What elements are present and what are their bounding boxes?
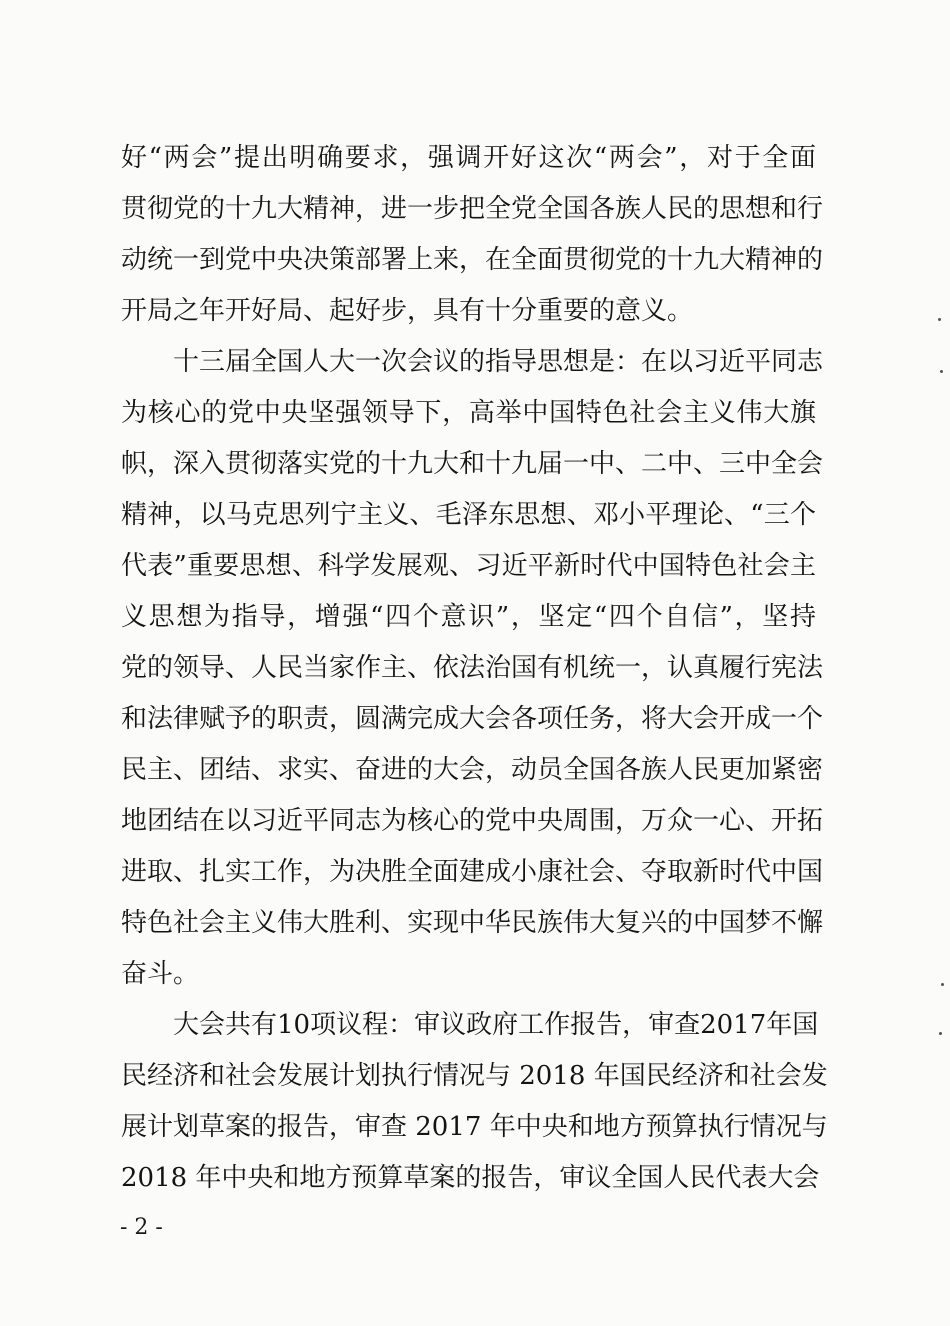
text-line: 展计划草案的报告，审查 2017 年中央和地方预算执行情况与: [121, 1112, 828, 1142]
text-line: 民经济和社会发展计划执行情况与 2018 年国民经济和社会发: [121, 1061, 828, 1091]
text-line: 开局之年开好局、起好步，具有十分重要的意义。: [121, 296, 694, 326]
page-number: - 2 -: [120, 1215, 163, 1240]
paragraph-3: [121, 1000, 828, 1204]
text-line: 党的领导、人民当家作主、依法治国有机统一，认真履行宪法: [121, 653, 824, 683]
text-line: 动统一到党中央决策部署上来，在全面贯彻党的十九大精神的: [121, 245, 824, 275]
text-line: 奋斗。: [121, 959, 200, 989]
text-line: 帜，深入贯彻落实党的十九大和十九届一中、二中、三中全会: [121, 449, 824, 479]
paragraph-2: [121, 337, 824, 1000]
text-line: 好“两会”提出明确要求，强调开好这次“两会”，对于全面: [121, 143, 816, 173]
text-line: 2018 年中央和地方预算草案的报告，审议全国人民代表大会: [121, 1163, 820, 1193]
text-line: 大会共有10项议程：审议政府工作报告，审查2017年国: [173, 1010, 819, 1040]
scan-speck: [940, 370, 943, 373]
text-line: 进取、扎实工作，为决胜全面建成小康社会、夺取新时代中国: [121, 857, 824, 887]
text-line: 代表”重要思想、科学发展观、习近平新时代中国特色社会主: [121, 551, 816, 581]
text-line: 精神，以马克思列宁主义、毛泽东思想、邓小平理论、“三个: [121, 500, 816, 530]
text-line: 地团结在以习近平同志为核心的党中央周围，万众一心、开拓: [121, 806, 824, 836]
text-line: 贯彻党的十九大精神，进一步把全党全国各族人民的思想和行: [121, 194, 824, 224]
scan-speck: [941, 983, 944, 986]
text-line: 民主、团结、求实、奋进的大会，动员全国各族人民更加紧密: [121, 755, 824, 785]
paragraph-1: [121, 133, 824, 337]
text-line: 特色社会主义伟大胜利、实现中华民族伟大复兴的中国梦不懈: [121, 908, 824, 938]
text-line: 义思想为指导，增强“四个意识”，坚定“四个自信”，坚持: [121, 602, 816, 632]
scan-speck: [938, 318, 941, 321]
text-line: 和法律赋予的职责，圆满完成大会各项任务，将大会开成一个: [121, 704, 824, 734]
body-text: [121, 133, 828, 1204]
scan-speck: [939, 1032, 942, 1035]
text-line: 为核心的党中央坚强领导下，高举中国特色社会主义伟大旗: [121, 398, 816, 428]
text-line: 十三届全国人大一次会议的指导思想是：在以习近平同志: [173, 347, 824, 377]
